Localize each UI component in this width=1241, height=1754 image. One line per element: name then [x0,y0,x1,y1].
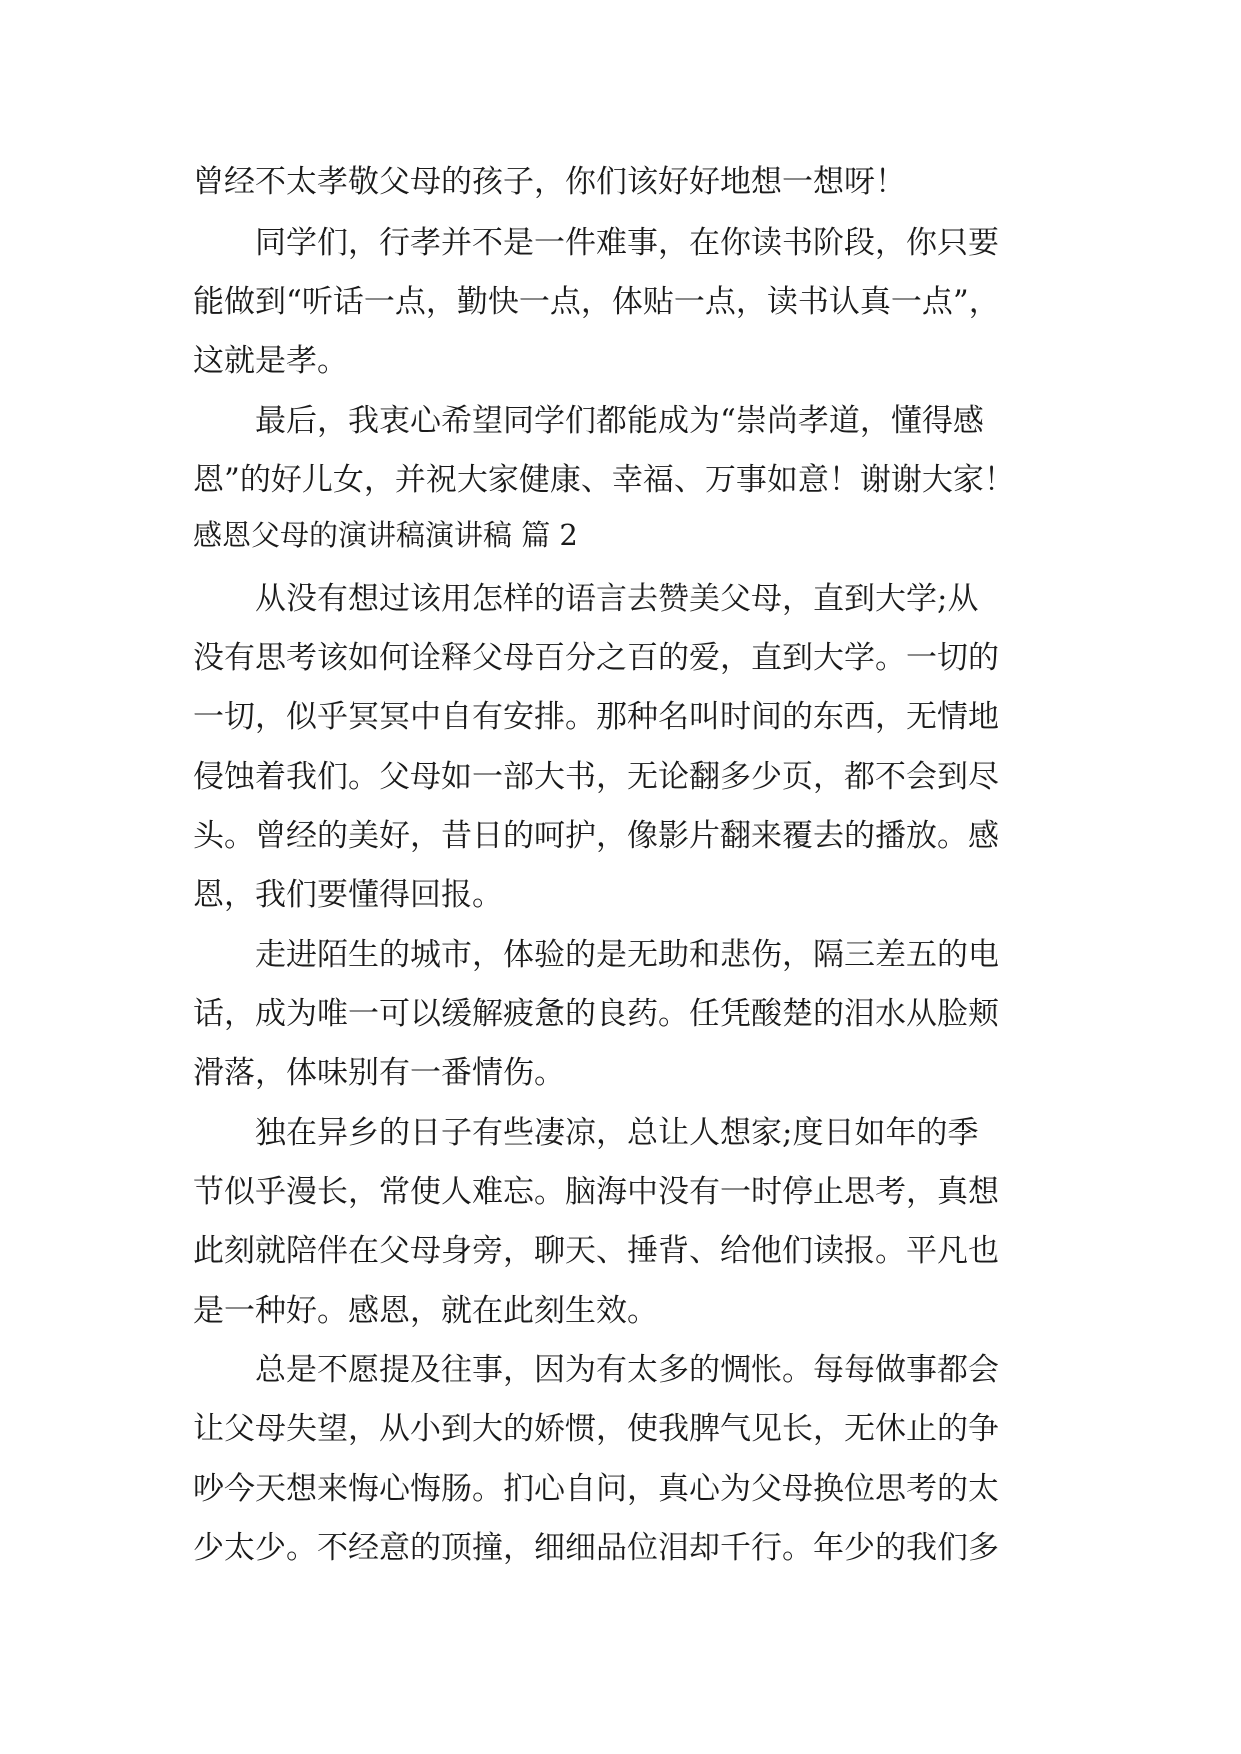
text-line: 这就是孝。 [193,343,348,379]
paragraph-start-line: 走进陌生的城市，体验的是无助和悲伤，隔三差五的电 [255,937,999,973]
paragraph-start-line: 同学们，行孝并不是一件难事，在你读书阶段，你只要 [255,225,999,261]
text-line: 恩”的好儿女，并祝大家健康、幸福、万事如意！谢谢大家！ [193,462,1015,498]
text-line: 没有思考该如何诠释父母百分之百的爱，直到大学。一切的 [193,640,999,676]
text-line: 头。曾经的美好，昔日的呵护，像影片翻来覆去的播放。感 [193,818,999,854]
text-line-1: 曾经不太孝敬父母的孩子，你们该好好地想一想呀！ [193,164,906,200]
paragraph-start-line: 独在异乡的日子有些凄凉，总让人想家;度日如年的季 [255,1115,979,1151]
text-line: 吵今天想来悔心悔肠。扪心自问，真心为父母换位思考的太 [193,1471,999,1507]
section-heading: 感恩父母的演讲稿演讲稿 篇 2 [193,518,578,552]
paragraph-start-line: 从没有想过该用怎样的语言去赞美父母，直到大学;从 [255,581,979,617]
paragraph-start-line: 最后，我衷心希望同学们都能成为“崇尚孝道，懂得感 [255,403,984,439]
text-line: 话，成为唯一可以缓解疲惫的良药。任凭酸楚的泪水从脸颊 [193,996,999,1032]
text-line: 少太少。不经意的顶撞，细细品位泪却千行。年少的我们多 [193,1530,999,1566]
text-line: 节似乎漫长，常使人难忘。脑海中没有一时停止思考，真想 [193,1174,999,1210]
text-line: 此刻就陪伴在父母身旁，聊天、捶背、给他们读报。平凡也 [193,1233,999,1269]
text-line: 滑落，体味别有一番情伤。 [193,1055,565,1091]
text-line: 一切，似乎冥冥中自有安排。那种名叫时间的东西，无情地 [193,699,999,735]
text-line: 侵蚀着我们。父母如一部大书，无论翻多少页，都不会到尽 [193,759,999,795]
text-line: 能做到“听话一点，勤快一点，体贴一点，读书认真一点”， [193,284,1000,320]
text-line: 是一种好。感恩，就在此刻生效。 [193,1293,658,1329]
text-line: 恩，我们要懂得回报。 [193,877,503,913]
text-line: 让父母失望，从小到大的娇惯，使我脾气见长，无休止的争 [193,1411,999,1447]
paragraph-start-line: 总是不愿提及往事，因为有太多的惆怅。每每做事都会 [255,1352,999,1388]
